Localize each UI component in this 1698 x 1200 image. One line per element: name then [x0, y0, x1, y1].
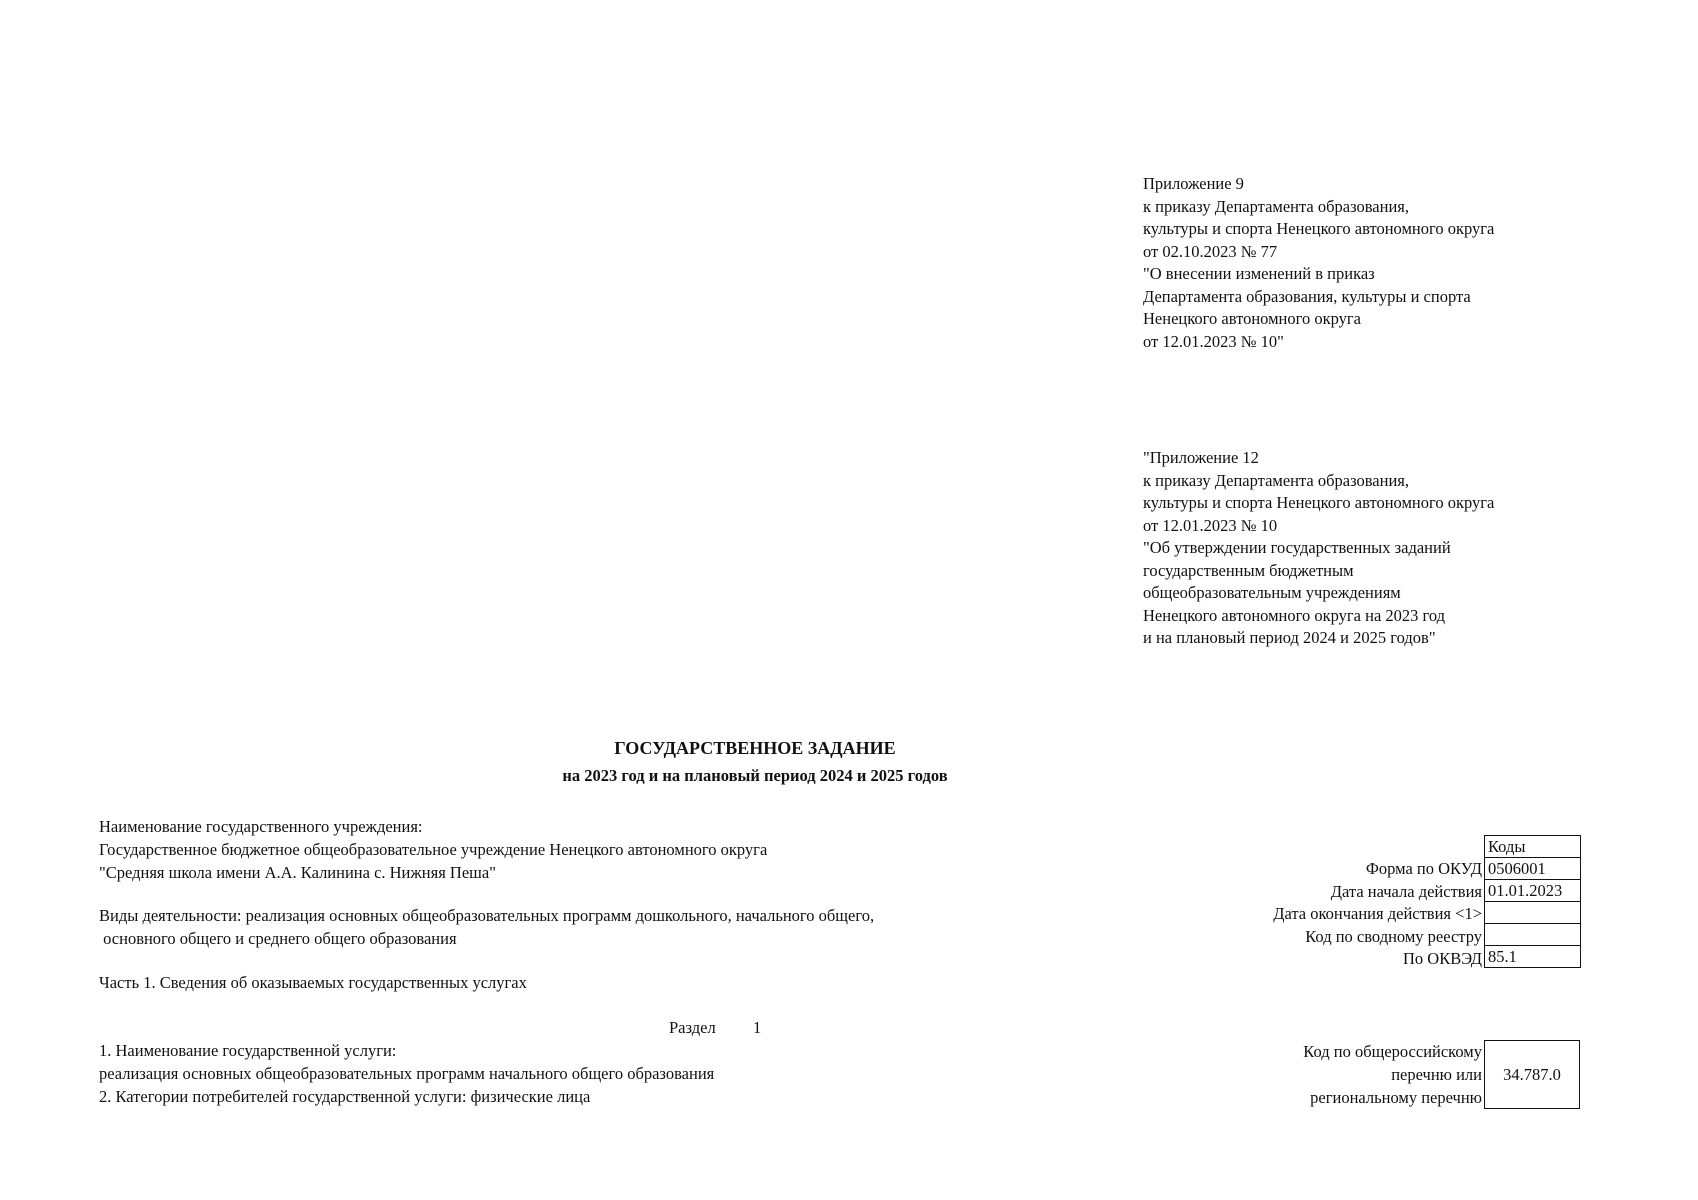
registry-labels	[1160, 1040, 1482, 1109]
registry-label-line: Код по общероссийскому	[1303, 1042, 1482, 1061]
institution-name-quoted: "Средняя школа имени А.А. Калинина с. Нижняя Пеша"	[99, 863, 496, 882]
appendix-9-line: от 12.01.2023 № 10"	[1143, 331, 1284, 351]
appendix-12-line: от 12.01.2023 № 10	[1143, 515, 1278, 535]
appendix-12-line: и на плановый период 2024 и 2025 годов"	[1143, 628, 1436, 647]
appendix-12-line: "Приложение 12	[1143, 448, 1259, 467]
codes-table	[1484, 835, 1581, 968]
part-1-heading: Часть 1. Сведения об оказываемых государственных услугах	[99, 973, 527, 992]
code-value-end-date	[1485, 902, 1581, 924]
appendix-9-line: "О внесении изменений в приказ	[1143, 264, 1375, 283]
code-value-okved: 85.1	[1485, 946, 1581, 968]
appendix-9-line: Приложение 9	[1143, 174, 1244, 193]
code-value-start-date: 01.01.2023	[1485, 880, 1581, 902]
document-subtitle: на 2023 год и на плановый период 2024 и 2025 годов	[562, 766, 948, 785]
institution-label: Наименование государственного учреждения:	[99, 817, 423, 836]
service-consumers: 2. Категории потребителей государственной услуги: физические лица	[99, 1087, 591, 1106]
code-value-registry	[1485, 924, 1581, 946]
appendix-12-line: общеобразовательным учреждениям	[1143, 583, 1401, 602]
appendix-9-line: Департамента образования, культуры и спорта	[1143, 286, 1471, 306]
appendix-9-block	[1143, 173, 1494, 353]
code-label-start-date: Дата начала действия	[1330, 881, 1482, 901]
appendix-12-line: Ненецкого автономного округа на 2023 год	[1143, 605, 1446, 625]
code-label-end-date: Дата окончания действия <1>	[1273, 904, 1482, 923]
section-number: 1	[753, 1018, 762, 1037]
code-label-registry: Код по сводному реестру	[1305, 926, 1482, 946]
code-label-okud: Форма по ОКУД	[1365, 859, 1482, 878]
institution-name: Государственное бюджетное общеобразовательное учреждение Ненецкого автономного округа	[99, 840, 768, 859]
appendix-12-line: государственным бюджетным	[1143, 560, 1354, 580]
registry-code-box: 34.787.0	[1484, 1040, 1580, 1109]
code-value-okud: 0506001	[1485, 858, 1581, 880]
service-name-label: 1. Наименование государственной услуги:	[99, 1041, 397, 1060]
registry-label-line: перечню или	[1391, 1065, 1482, 1084]
appendix-9-line: Ненецкого автономного округа	[1143, 309, 1361, 328]
appendix-12-line: к приказу Департамента образования,	[1143, 470, 1410, 490]
appendix-9-line: от 02.10.2023 № 77	[1143, 241, 1278, 261]
codes-labels	[1100, 858, 1482, 971]
appendix-9-line: культуры и спорта Ненецкого автономного округа	[1143, 219, 1495, 238]
service-name-value: реализация основных общеобразовательных программ начального общего образования	[99, 1064, 715, 1083]
section-label: Раздел	[669, 1018, 716, 1037]
codes-header: Коды	[1485, 836, 1581, 858]
registry-label-line: региональному перечню	[1310, 1088, 1482, 1107]
activity-types-cont: основного общего и среднего общего образования	[99, 929, 457, 948]
document-title: ГОСУДАРСТВЕННОЕ ЗАДАНИЕ	[614, 738, 896, 758]
appendix-12-block	[1143, 447, 1494, 650]
appendix-9-line: к приказу Департамента образования,	[1143, 196, 1410, 216]
code-label-okved: По ОКВЭД	[1403, 949, 1482, 968]
appendix-12-line: культуры и спорта Ненецкого автономного округа	[1143, 493, 1495, 512]
appendix-12-line: "Об утверждении государственных заданий	[1143, 538, 1451, 557]
activity-types: Виды деятельности: реализация основных общеобразовательных программ дошкольного, начального общего,	[99, 906, 875, 925]
